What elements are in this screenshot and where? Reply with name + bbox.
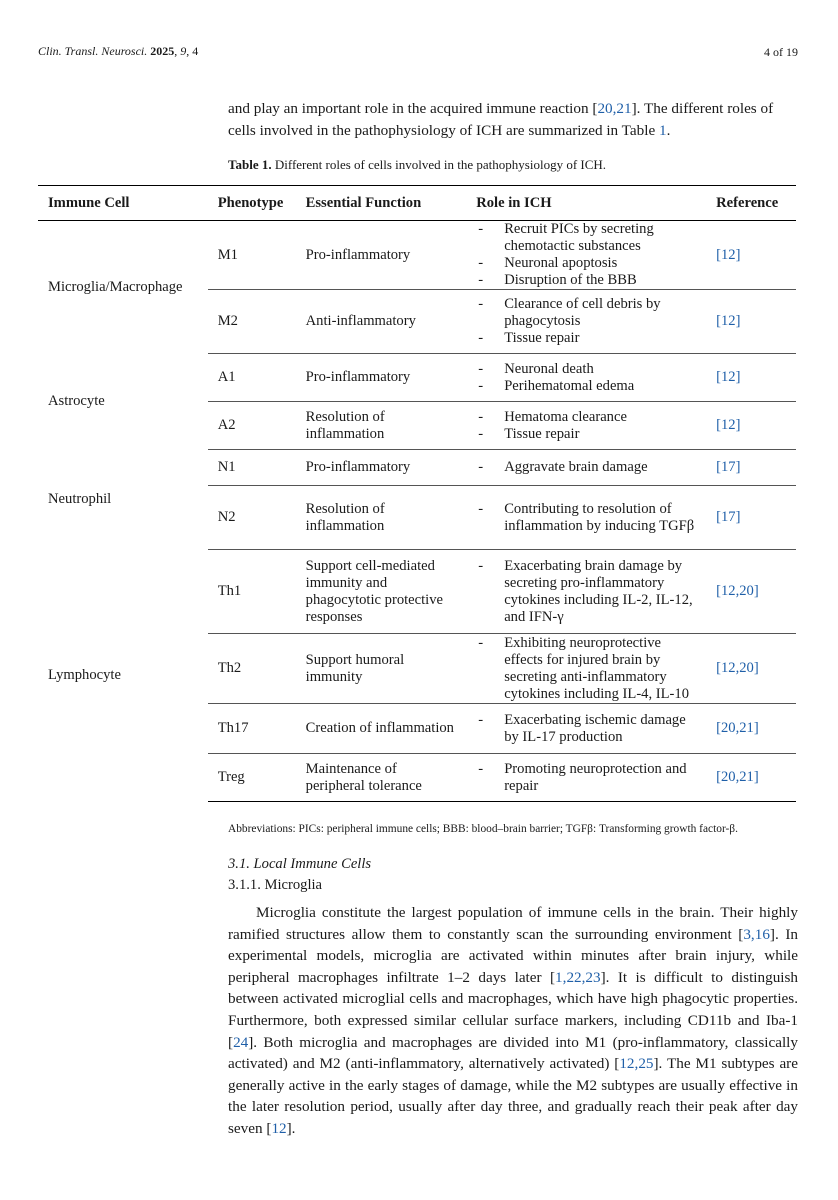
cell-role [466,486,706,550]
reference-link[interactable]: [20,21] [716,769,759,785]
intro-text-1: and play an important role in the acquired immune reaction [ [228,100,598,117]
section-heading: 3.1. Local Immune Cells [228,856,372,872]
role-item: - Tissue repair [476,426,696,443]
role-item: - Hematoma clearance [476,409,696,426]
article-number: 4 [192,44,199,58]
reference-link[interactable]: [12] [716,313,741,329]
header-phenotype: Phenotype [208,186,296,221]
role-list [476,459,696,476]
reference-link[interactable]: [12] [716,417,741,433]
table-row [38,450,796,486]
journal-name: Clin. Transl. Neurosci. [38,44,148,58]
cell-role [466,354,706,402]
role-item: - Clearance of cell debris by phagocytosis [476,296,696,330]
role-item: - Neuronal death [476,361,696,378]
role-item: - Promoting neuroprotection and repair [476,761,696,795]
role-list [476,296,696,347]
cell-reference [706,486,796,550]
cell-role [466,402,706,450]
page-number: 4 of 19 [764,45,798,59]
header-reference: Reference [706,186,796,221]
cell-phenotype: A1 [208,354,296,402]
intro-text-2: ]. The different roles of cells involved in the pathophysiology of ICH are summarized in Table [228,100,774,139]
cell-phenotype: M2 [208,290,296,354]
role-item: - Recruit PICs by secreting chemotactic substances [476,221,696,255]
cell-function: Maintenance of peripheral tolerance [296,754,467,802]
cell-phenotype: Treg [208,754,296,802]
cell-phenotype: A2 [208,402,296,450]
running-header: Clin. Transl. Neurosci. 2025, 9, 4 [38,44,199,58]
cell-immune-cell: Lymphocyte [48,667,121,683]
role-item: - Tissue repair [476,330,696,347]
table-caption [228,157,800,173]
citation-link[interactable]: 20,21 [597,100,632,117]
body-paragraph [228,902,798,1140]
table-abbreviations: Abbreviations: PICs: peripheral immune cells; BBB: blood–brain barrier; TGFβ: Transforming growth factor-β. [228,823,738,835]
cell-reference [706,402,796,450]
role-list [476,361,696,395]
cell-role [466,634,706,704]
cell-role [466,221,706,290]
cell-immune-cell: Neutrophil [48,491,112,507]
citation-link[interactable]: 12,25 [619,1055,654,1073]
table-link[interactable]: 1 [658,122,667,139]
cell-function: Support cell-mediated immunity and phagocytotic protective responses [296,550,467,634]
header-immune-cell: Immune Cell [38,186,208,221]
cell-function: Anti-inflammatory [296,290,467,354]
paragraph-text: ]. It is difficult to distinguish between activated microglial cells and macrophages, which have high phagocytic properties. Furthermore, both expressed similar cellular surface markers, including CD11b and Iba-1 [ [228,968,799,1051]
cell-reference [706,221,796,290]
role-item: - Exhibiting neuroprotective effects for injured brain by secreting anti-inflammatory cytokines including IL-4, IL-10 [476,635,696,703]
cell-function: Resolution of inflammation [296,402,467,450]
role-list [476,712,696,746]
role-list [476,761,696,795]
intro-paragraph [228,98,800,142]
cell-reference [706,290,796,354]
cell-reference [706,634,796,704]
cell-role [466,704,706,754]
role-list [476,501,696,535]
table-body [38,221,796,802]
cell-function: Support humoral immunity [296,634,467,704]
reference-link[interactable]: [20,21] [716,720,759,736]
reference-link[interactable]: [12] [716,246,741,263]
role-item: - Exacerbating brain damage by secreting pro-inflammatory cytokines including IL-2, IL-12, and IFN-γ [476,558,696,626]
journal-year: 2025 [150,44,175,58]
caption-label: Table 1. [228,157,272,172]
cell-phenotype: Th1 [208,550,296,634]
cell-immune-cell: Microglia/Macrophage [48,278,183,295]
reference-link[interactable]: [12] [716,369,741,385]
cell-reference [706,550,796,634]
cell-reference [706,450,796,486]
cell-function: Pro-inflammatory [296,354,467,402]
role-item: - Disruption of the BBB [476,272,696,289]
reference-link[interactable]: [12,20] [716,660,759,676]
cell-role [466,450,706,486]
cell-function: Creation of inflammation [296,704,467,754]
role-list [476,635,696,703]
role-item: - Exacerbating ischemic damage by IL-17 production [476,712,696,746]
table-row [38,221,796,290]
cell-reference [706,754,796,802]
journal-volume: 9 [180,44,187,58]
paragraph-text: ]. In experimental models, microglia are activated within minutes after brain injury, while peripheral macrophages infiltrate 1–2 days later [ [228,925,798,986]
cell-role [466,550,706,634]
cell-role [466,754,706,802]
citation-link[interactable]: 12 [271,1119,287,1137]
role-list [476,558,696,626]
role-item: - Contributing to resolution of inflammation by inducing TGFβ [476,501,696,535]
cell-phenotype: Th17 [208,704,296,754]
cell-function: Pro-inflammatory [296,221,467,290]
cell-phenotype: M1 [208,221,296,290]
role-list [476,221,696,289]
citation-link[interactable]: 3,16 [743,925,770,943]
cell-immune-cell: Astrocyte [48,393,105,409]
cell-phenotype: N1 [208,450,296,486]
reference-link[interactable]: [17] [716,459,741,475]
role-list [476,409,696,443]
citation-link[interactable]: 24 [233,1033,249,1051]
cell-role [466,290,706,354]
cell-phenotype: Th2 [208,634,296,704]
cell-phenotype: N2 [208,486,296,550]
reference-link[interactable]: [17] [716,509,741,525]
role-item: - Neuronal apoptosis [476,255,696,272]
role-item: - Aggravate brain damage [476,459,696,476]
roles-table [38,185,796,802]
cell-function: Resolution of inflammation [296,486,467,550]
header-function: Essential Function [296,186,467,221]
cell-function: Pro-inflammatory [296,450,467,486]
header-role: Role in ICH [466,186,706,221]
reference-link[interactable]: [12,20] [716,583,759,599]
role-item: - Perihematomal edema [476,378,696,395]
table-row [38,354,796,402]
cell-reference [706,354,796,402]
cell-reference [706,704,796,754]
paragraph-text: ]. Both microglia and macrophages are divided into M1 (pro-inflammatory, classically activated) and M2 (anti-inflammatory, alternatively activated) [ [228,1033,798,1073]
subsection-heading: 3.1.1. Microglia [228,877,323,893]
caption-text: Different roles of cells involved in the pathophysiology of ICH. [271,157,607,172]
paragraph-text: Microglia constitute the largest population of immune cells in the brain. Their highly ramified structures allow them to constantly scan the surrounding environment [ [228,904,798,943]
paragraph-text: ]. The M1 subtypes are generally active in the early stages of damage, while the M2 subtypes are usually effective in the later resolution period, usually after day three, and gradually reach their peak after day seven [ [228,1055,798,1137]
citation-link[interactable]: 1,22,23 [555,968,601,986]
intro-text-3: . [666,122,671,139]
paragraph-text: ]. [286,1119,296,1137]
table-header-row [38,186,796,221]
table-row [38,550,796,634]
